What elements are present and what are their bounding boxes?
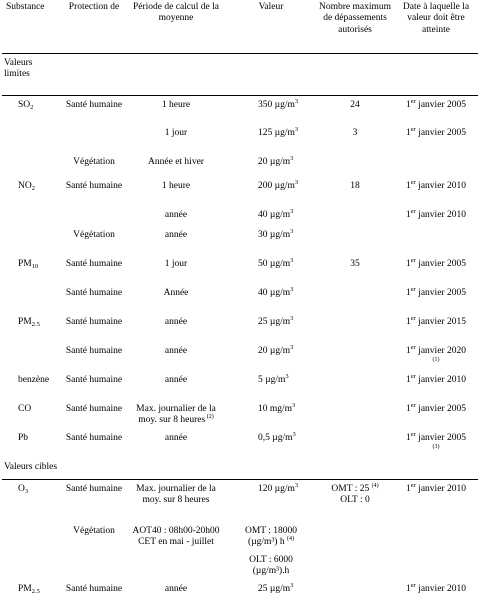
unit-exponent: 3: [295, 179, 298, 186]
cell-periode: 1 jour: [126, 256, 226, 285]
substance-index: 2: [32, 185, 35, 192]
cell-periode: 1 heure: [126, 96, 226, 125]
table-row: [2, 343, 478, 372]
cell-valeur: 350 $\mu g/m^3$: [226, 96, 316, 125]
cell-protection: Santé humaine: [62, 581, 126, 610]
cell-valeur: 5 $\mu g/m^3$: [226, 372, 316, 401]
cell-periode: année: [126, 430, 226, 459]
footnote-ref: (4): [287, 536, 294, 542]
unit-exponent: 3: [290, 257, 293, 264]
cell-valeur: 30 $\mu g/m^3$: [226, 227, 316, 256]
cell-substance: [2, 523, 62, 581]
cell-date: [394, 154, 478, 178]
cell-protection: Santé humaine: [62, 285, 126, 314]
cell-valeur: 40 $\mu g/m^3$: [226, 207, 316, 227]
cell-date: 1er janvier 2005 (3): [394, 430, 478, 459]
cell-valeur: 0,5 $\mu g/m^3$: [226, 430, 316, 459]
ordinal-suffix: er: [411, 582, 416, 589]
cell-substance: Pb: [2, 430, 62, 459]
ordinal-suffix: er: [411, 208, 416, 215]
cell-depassements: [316, 285, 394, 314]
cell-date: 1er janvier 2010: [394, 178, 478, 207]
cell-depassements: 18: [316, 178, 394, 207]
cell-substance: $PM_{2.5}$: [2, 314, 62, 343]
cell-protection: Santé humaine: [62, 178, 126, 207]
table-row: [2, 256, 478, 285]
cell-substance: $NO_2$: [2, 178, 62, 207]
cell-depassements: [316, 401, 394, 430]
footnote-ref: (3): [395, 444, 477, 450]
cell-date: 1er janvier 2005: [394, 125, 478, 154]
header-date: Date à laquelle la valeur doit être atteinte: [394, 1, 478, 54]
cell-substance: $PM_{2.5}$: [2, 581, 62, 610]
unit-exponent: 3: [295, 98, 298, 105]
cell-periode: année: [126, 314, 226, 343]
unit-exponent: 3: [285, 373, 288, 380]
cell-valeur: 10 $mg/m^3$: [226, 401, 316, 430]
cell-substance: [2, 207, 62, 227]
cell-date: 1er janvier 2010: [394, 581, 478, 610]
cell-date: 1er janvier 2005: [394, 285, 478, 314]
footnote-ref: (2): [205, 414, 214, 420]
ordinal-suffix: er: [411, 344, 416, 351]
table-row: [2, 523, 478, 581]
section-valeurs-limites: [2, 54, 478, 96]
cell-valeur: 20 $\mu g/m^3$: [226, 154, 316, 178]
table-row: [2, 207, 478, 227]
cell-depassements: [316, 343, 394, 372]
cell-depassements: 35: [316, 256, 394, 285]
cell-depassements: [316, 154, 394, 178]
cell-protection: Santé humaine: [62, 343, 126, 372]
cell-substance: $O_3$: [2, 479, 62, 523]
footnote-ref: (1): [395, 357, 477, 363]
cell-date: 1er janvier 2005: [394, 256, 478, 285]
unit-exponent: 3: [290, 155, 293, 162]
cell-depassements: 24: [316, 96, 394, 125]
footnote-ref: (4): [372, 483, 379, 489]
header-periode: Période de calcul de la moyenne: [126, 1, 226, 54]
unit-exponent: 3: [290, 286, 293, 293]
cell-date: 1er janvier 2005: [394, 96, 478, 125]
cell-substance: $SO_2$: [2, 96, 62, 125]
cell-protection: Santé humaine: [62, 372, 126, 401]
cell-substance: [2, 285, 62, 314]
table-header: [2, 1, 478, 54]
cell-valeur: 25 $\mu g/m^3$: [226, 314, 316, 343]
cell-valeur: 25 $\mu g/m^3$: [226, 581, 316, 610]
cell-protection: Santé humaine: [62, 430, 126, 459]
ordinal-suffix: er: [411, 98, 416, 105]
ordinal-suffix: er: [411, 126, 416, 133]
spacer: [227, 549, 315, 555]
unit-exponent: 3: [290, 315, 293, 322]
unit-exponent: 3: [295, 482, 298, 489]
cell-valeur: OMT : 18000 (µg/m³) h $^{(4)}$ OLT : 6000 (µg/m³).h: [226, 523, 316, 581]
unit-exponent: 3: [290, 344, 293, 351]
cell-protection: Végétation: [62, 154, 126, 178]
table-row: [2, 314, 478, 343]
substance-index: 10: [32, 263, 39, 270]
cell-periode: Max. journalier de la moy. sur 8 heures: [126, 479, 226, 523]
cell-date: 1er janvier 2020 (1): [394, 343, 478, 372]
cell-valeur: 120 $\mu g/m^3$: [226, 479, 316, 523]
substance-index: 2: [30, 104, 33, 111]
substance-index: 2.5: [32, 588, 40, 595]
cell-periode: Max. journalier de la moy. sur 8 heures $^{(2)}$: [126, 401, 226, 430]
unit-exponent: 3: [295, 126, 298, 133]
cell-protection: [62, 207, 126, 227]
cell-date: 1er janvier 2010: [394, 207, 478, 227]
cell-substance: [2, 227, 62, 256]
ordinal-suffix: er: [411, 315, 416, 322]
cell-depassements: 3: [316, 125, 394, 154]
table-row: [2, 479, 478, 523]
cell-periode: année: [126, 207, 226, 227]
cell-periode: année: [126, 343, 226, 372]
cell-periode: année: [126, 581, 226, 610]
cell-depassements: [316, 523, 394, 581]
cell-periode: 1 jour: [126, 125, 226, 154]
header-substance: Substance: [2, 1, 62, 54]
cell-protection: Végétation: [62, 523, 126, 581]
cell-periode: Année et hiver: [126, 154, 226, 178]
cell-substance: [2, 343, 62, 372]
cell-substance: [2, 125, 62, 154]
table-row: [2, 154, 478, 178]
substance-index: 2.5: [32, 321, 40, 328]
table-row: [2, 372, 478, 401]
ordinal-suffix: er: [411, 179, 416, 186]
unit-exponent: 3: [290, 228, 293, 235]
cell-protection: Santé humaine: [62, 401, 126, 430]
cell-protection: Santé humaine: [62, 96, 126, 125]
cell-valeur: 20 $\mu g/m^3$: [226, 343, 316, 372]
cell-depassements: [316, 372, 394, 401]
header-nombre: Nombre maximum de dépassements autorisés: [316, 1, 394, 54]
cell-valeur: 40 $\mu g/m^3$: [226, 285, 316, 314]
cell-substance: $PM_{10}$: [2, 256, 62, 285]
header-protection: Protection de: [62, 1, 126, 54]
section-label: [2, 54, 478, 96]
cell-periode: 1 heure: [126, 178, 226, 207]
ordinal-suffix: er: [411, 431, 416, 438]
cell-valeur: 125 $\mu g/m^3$: [226, 125, 316, 154]
cell-depassements: [316, 207, 394, 227]
cell-protection: Végétation: [62, 227, 126, 256]
table-body: [2, 54, 478, 610]
cell-depassements: [316, 581, 394, 610]
air-quality-limits-table: [2, 1, 478, 610]
cell-periode: année: [126, 372, 226, 401]
cell-valeur: 50 $\mu g/m^3$: [226, 256, 316, 285]
cell-protection: Santé humaine: [62, 256, 126, 285]
section-label-text: Valeurs limites: [4, 58, 48, 81]
cell-periode: AOT40 : 08h00-20h00 CET en mai - juillet: [126, 523, 226, 581]
header-valeur: Valeur: [226, 1, 316, 54]
cell-periode: année: [126, 227, 226, 256]
cell-substance: [2, 154, 62, 178]
ordinal-suffix: er: [411, 402, 416, 409]
table-row: [2, 285, 478, 314]
cell-date: [394, 227, 478, 256]
table-row: [2, 581, 478, 610]
cell-date: 1er janvier 2010: [394, 372, 478, 401]
table-row: [2, 125, 478, 154]
unit-exponent: 3: [290, 582, 293, 589]
cell-date: 1er janvier 2015: [394, 314, 478, 343]
section-label: [2, 459, 478, 480]
cell-periode: Année: [126, 285, 226, 314]
table-row: [2, 178, 478, 207]
unit-exponent: 3: [292, 402, 295, 409]
ordinal-suffix: er: [411, 482, 416, 489]
cell-protection: Santé humaine: [62, 314, 126, 343]
cell-substance: benzène: [2, 372, 62, 401]
cell-protection: [62, 125, 126, 154]
table-row: [2, 430, 478, 459]
cell-date: [394, 523, 478, 581]
cell-depassements: [316, 314, 394, 343]
table-row: [2, 227, 478, 256]
cell-depassements: [316, 227, 394, 256]
unit-exponent: 3: [290, 208, 293, 215]
cell-valeur: 200 $\mu g/m^3$: [226, 178, 316, 207]
cell-date: 1er janvier 2010: [394, 479, 478, 523]
unit-exponent: 3: [293, 431, 296, 438]
substance-index: 3: [25, 488, 28, 495]
ordinal-suffix: er: [411, 373, 416, 380]
cell-substance: CO: [2, 401, 62, 430]
cell-date: 1er janvier 2005: [394, 401, 478, 430]
section-valeurs-cibles: [2, 459, 478, 480]
table-row: [2, 96, 478, 125]
cell-protection: Santé humaine: [62, 479, 126, 523]
table-row: [2, 401, 478, 430]
ordinal-suffix: er: [411, 257, 416, 264]
ordinal-suffix: er: [411, 286, 416, 293]
cell-depassements: OMT : 25 $^{(4)}$ OLT : 0: [316, 479, 394, 523]
cell-depassements: [316, 430, 394, 459]
section-label-text: Valeurs cibles: [4, 462, 57, 472]
